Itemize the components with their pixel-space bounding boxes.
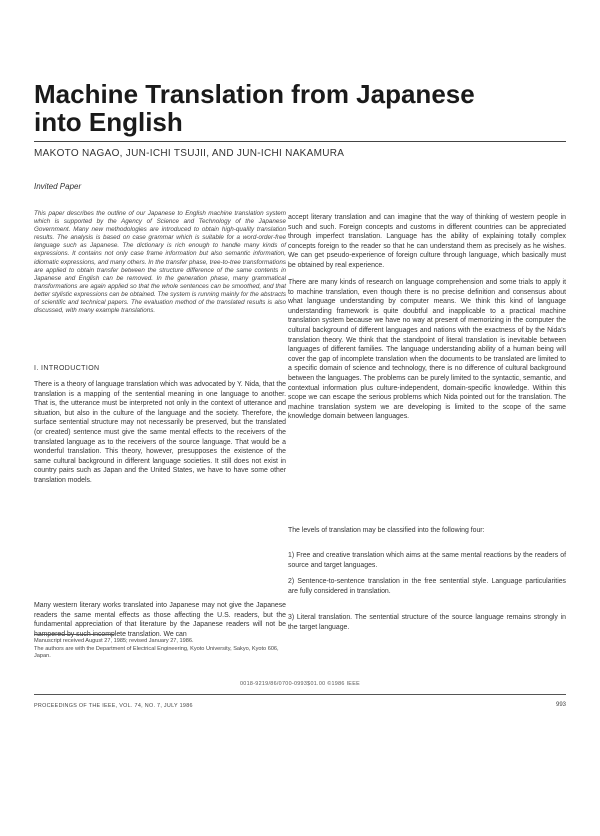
footnote-rule: [34, 634, 114, 635]
invited-paper-label: Invited Paper: [34, 182, 82, 191]
right-paragraph-2: There are many kinds of research on language comprehension and some trials to apply it to machine translation, even though there is no precise definition and consensus about what language understanding by computer means. We think this kind of language understanding framework is quite doubtful and inapplicable to a practical machine translation system because we have no way at present of memorizing in the computer the cultural background of different languages and nations with the exactness of by the Nida's translation theory. We think that the standpoint of literal translation is inevitable between languages of different families. The language understanding ability of a human being will cover the gap of incomplete translation when the documents to be translated are limited to a specific domain of science and technology, there is no difference of cultural background between the languages. The problems can be purely limited to the syntactic, semantic, and contextual information plus culture-independent, domain-specific knowledge. Within this scope we can escape the serious problems which Nida pointed out for the translation. The machine translation system we are developing is limited to the scope of the same knowledge domain between languages.: [288, 279, 566, 421]
translation-level-1: 1) Free and creative translation which aims at the same mental reactions by the readers of source and target languages.: [288, 552, 566, 569]
footnote-affiliation: The authors are with the Department of Electrical Engineering, Kyoto University, Sakyo, Kyoto 606, Japan.: [34, 645, 279, 659]
right-paragraph-3: The levels of translation may be classified into the following four:: [288, 527, 485, 534]
journal-citation: PROCEEDINGS OF THE IEEE, VOL. 74, NO. 7, JULY 1986: [34, 703, 193, 709]
section-heading-introduction: I. INTRODUCTION: [34, 365, 100, 372]
page-number: 993: [555, 702, 566, 708]
article-title: Machine Translation from Japanese into English: [34, 79, 475, 137]
footnote-received: Manuscript received August 27, 1985; revised January 27, 1986.: [34, 638, 194, 644]
intro-paragraph-1: There is a theory of language translation which was advocated by Y. Nida, that the translation is a mapping of the sentential meaning in one language to another. That is, the utterance must be interpreted not only in the context of utterance and situation, but also in the culture of the language and the society. Therefore, the surface sentential structure may not necessarily be preserved, but the translated (or created) sentence must give the same mental effects to the receivers of the translated language as to the receivers of the source language. That would be a wonderful translation. This theory, however, presupposes the existence of the same cultural background in different language societies. It still does not exist in country pairs such as Japan and the United States, we have to have some other translation models.: [34, 381, 286, 484]
footnote: [34, 638, 286, 661]
author-list: MAKOTO NAGAO, JUN-ICHI TSUJII, AND JUN-ICHI NAKAMURA: [34, 148, 345, 159]
title-rule: [34, 141, 566, 142]
intro-paragraph-2: Many western literary works translated into Japanese may not give the Japanese readers the same mental effects as those affecting the U.S. readers, but the fundamental appreciation of that literature by the Japanese readers will not be hampered by such incomplete translation. We can: [34, 602, 286, 638]
right-paragraph-1: accept literary translation and can imagine that the way of thinking of western people in such and such. Foreign concepts and customs in different countries can be appreciated through imperfect translation. Language has the ability of explaining totally complex concepts foreign to the reader so that he can understand them as precisely as he wishes. We can get pseudo-experience of foreign culture through language, which basically must be obtained by real experience.: [288, 214, 566, 269]
abstract: This paper describes the outline of our Japanese to English machine translation system which is supported by the Agency of Science and Technology of the Japanese Government. Many new methodologies are introduced to obtain high-quality translation results. The analysis is based on case grammar which is suitable for a word-order-free language such as Japanese. The dictionary is rich enough to handle many kinds of expressions. It contains not only case frame information but also semantic information, idiomatic expressions, and many others. In the transfer phase, tree-to-tree transformations are applied to obtain transfer between the structure difference of the same contents in Japanese and English can be removed. In the generation phase, many grammatical transformations are again applied so that the whole sentences can be smoothed, and that better stylistic expressions can be obtained. The system is running mainly for the abstracts of scientific and technical papers. The evaluation method of the translated results is also discussed, with many example translations.: [34, 210, 286, 315]
footer-rule: [34, 694, 566, 695]
translation-level-2: 2) Sentence-to-sentence translation in the free sentential style. Language particularities are fully considered in translation.: [288, 578, 566, 595]
issn-line: 0018-9219/86/0700-0993$01.00 ©1986 IEEE: [240, 681, 360, 687]
translation-level-3: 3) Literal translation. The sentential structure of the source language remains strongly in the target language.: [288, 614, 566, 631]
